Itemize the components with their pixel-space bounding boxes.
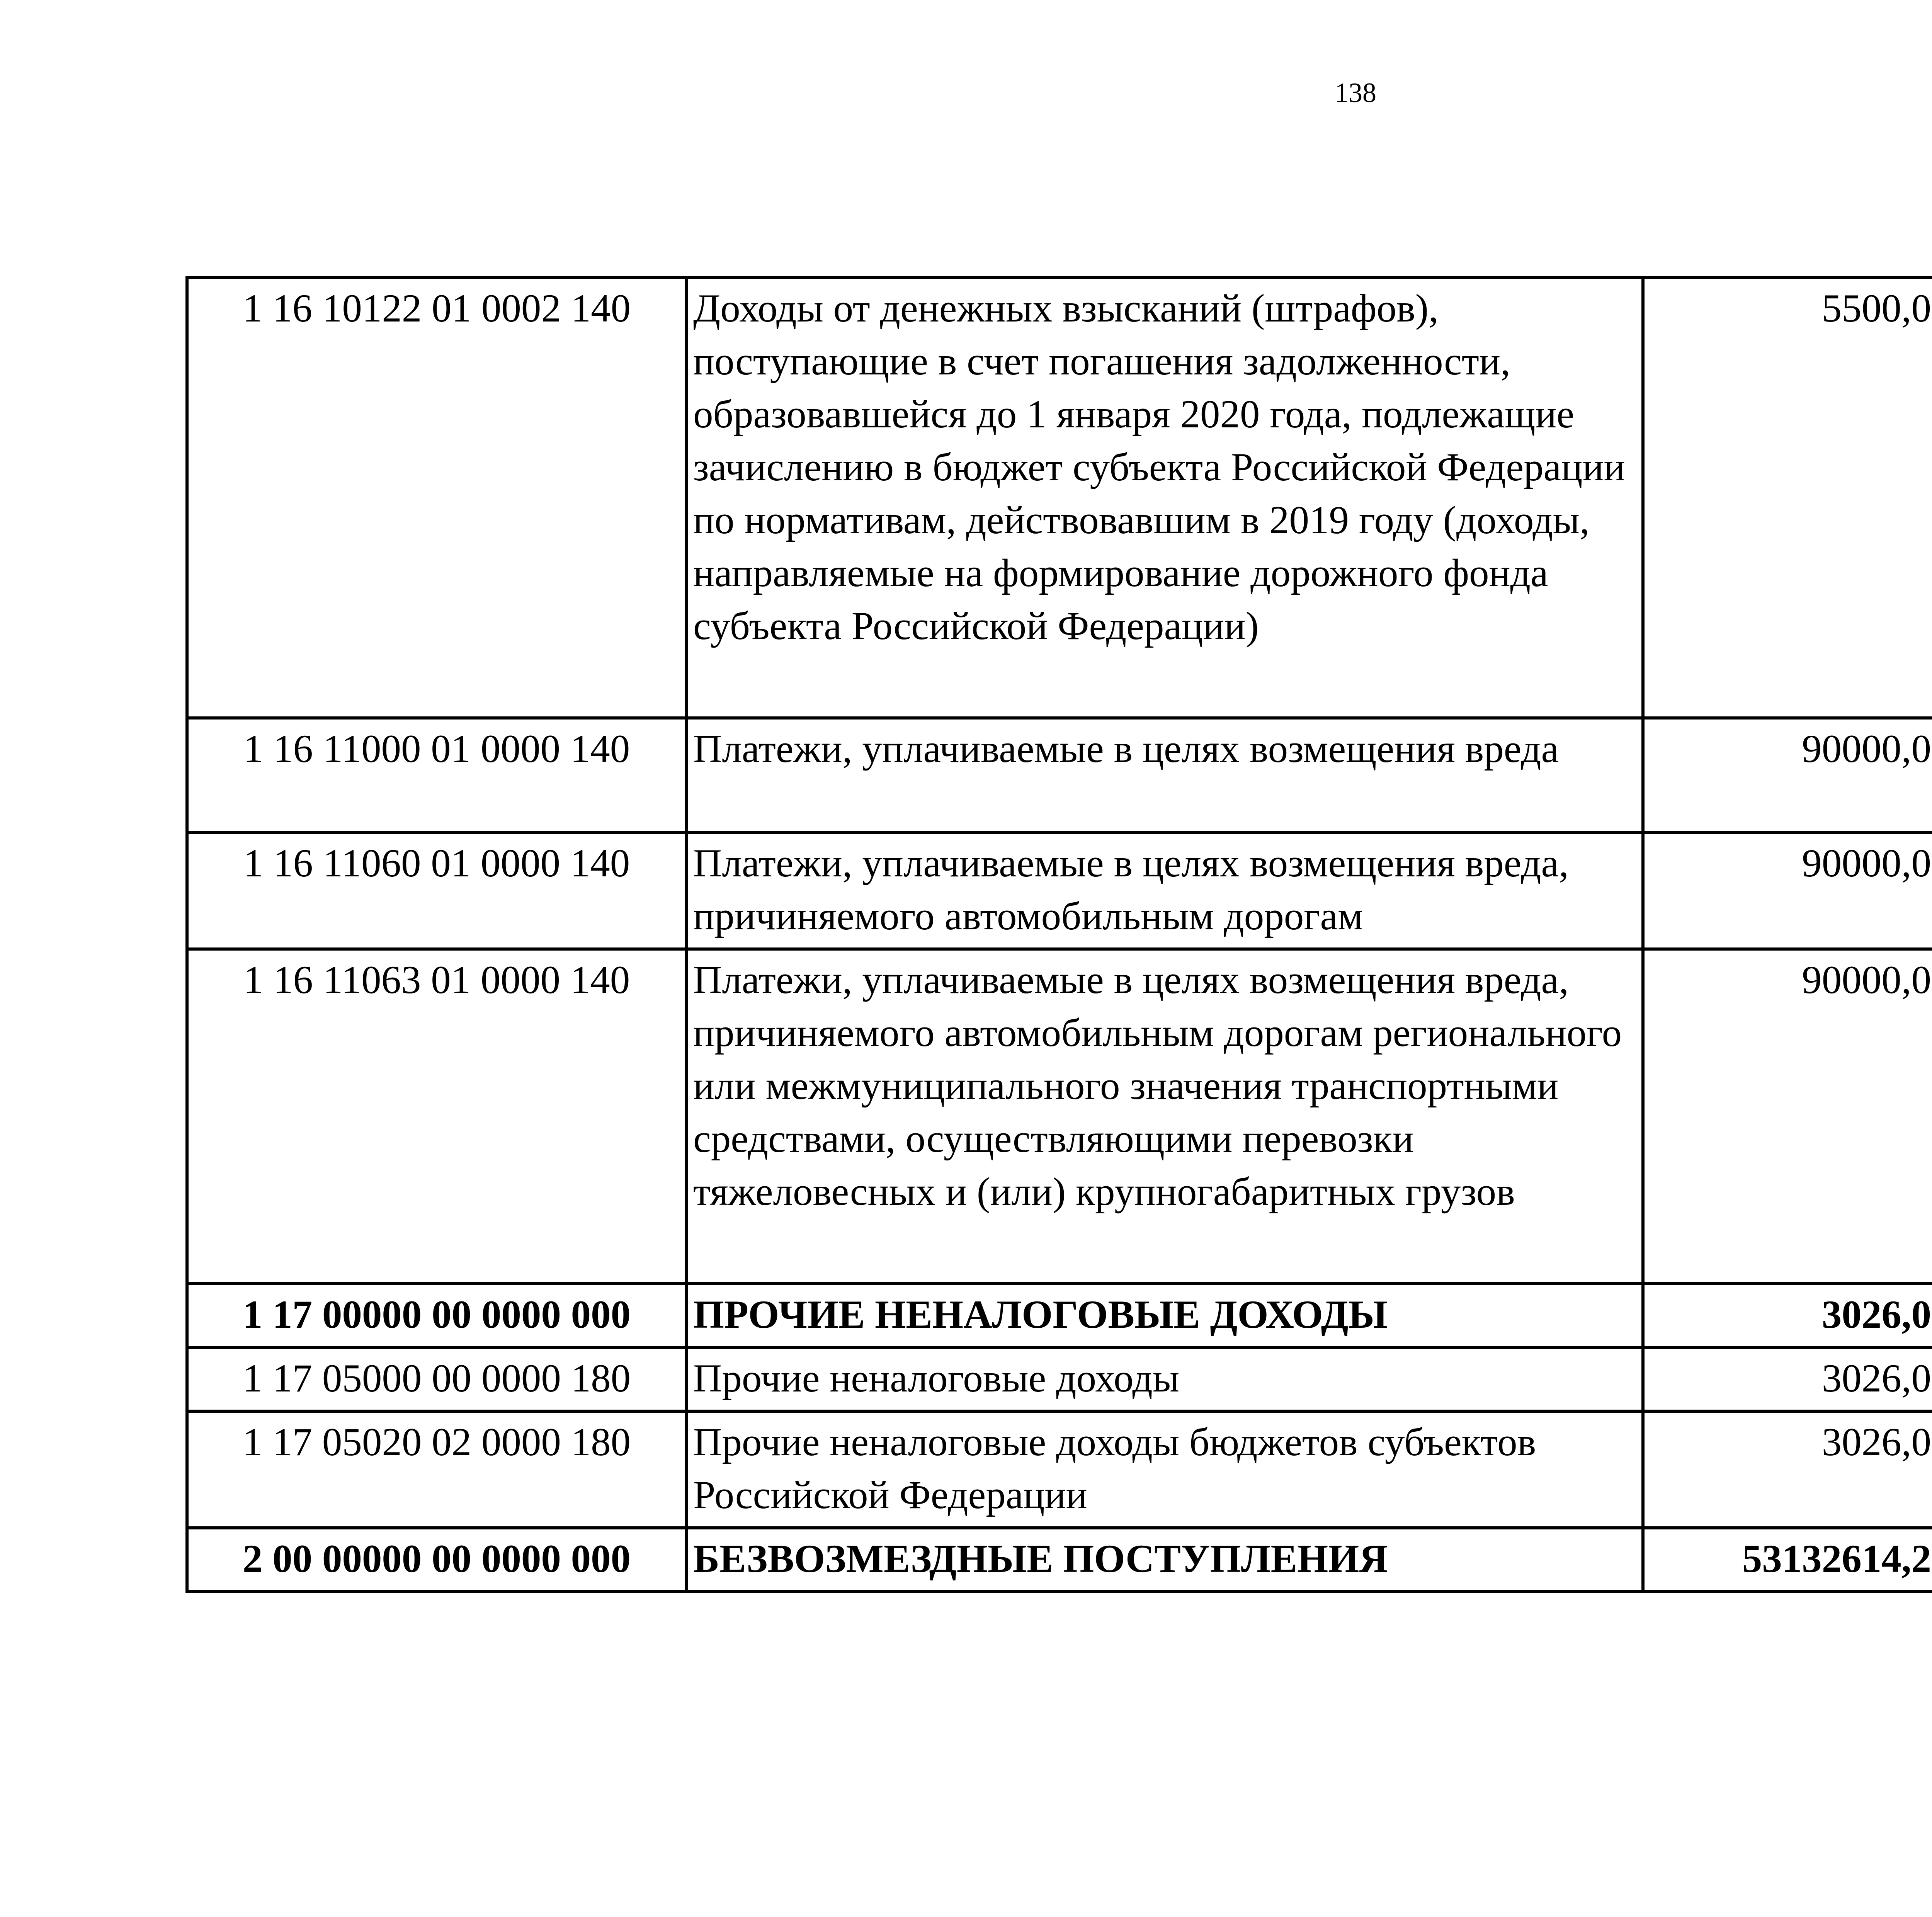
amount-cell-1: 53132614,2 [1643, 1528, 1932, 1592]
amount-cell-1: 3026,0 [1643, 1347, 1932, 1411]
revenue-name-cell: Доходы от денежных взысканий (штрафов), поступающие в счет погашения задолженности, образовавшейся до 1 января 2020 года, подлежащие зачислению в бюджет субъекта Российской Федерации по нормативам, действовавшим в 2019 году (доходы, направляемые на формирование дорожного фонда субъекта Российской Федерации) [686, 277, 1643, 718]
budget-code-cell: 1 17 00000 00 0000 000 [187, 1284, 686, 1347]
revenue-name-cell: Платежи, уплачиваемые в целях возмещения вреда, причиняемого автомобильным дорогам [686, 832, 1643, 949]
budget-code-cell: 1 16 10122 01 0002 140 [187, 277, 686, 718]
budget-revenue-table [185, 276, 1932, 1593]
revenue-name-cell: Прочие неналоговые доходы [686, 1347, 1643, 1411]
revenue-name-cell: Платежи, уплачиваемые в целях возмещения вреда, причиняемого автомобильным дорогам регионального или межмуниципального значения транспортными средствами, осуществляющими перевозки тяжеловесных и (или) крупногабаритных грузов [686, 949, 1643, 1284]
table-row-section-total [187, 1284, 1932, 1347]
budget-code-cell: 1 17 05020 02 0000 180 [187, 1411, 686, 1528]
table-row [187, 949, 1932, 1284]
table-row [187, 832, 1932, 949]
amount-cell-1: 90000,0 [1643, 832, 1932, 949]
table-row [187, 1411, 1932, 1528]
table-row [187, 1347, 1932, 1411]
amount-cell-1: 3026,0 [1643, 1411, 1932, 1528]
amount-cell-1: 90000,0 [1643, 949, 1932, 1284]
revenue-name-cell: Платежи, уплачиваемые в целях возмещения вреда [686, 718, 1643, 832]
budget-code-cell: 2 00 00000 00 0000 000 [187, 1528, 686, 1592]
table-row-section-total [187, 1528, 1932, 1592]
budget-code-cell: 1 17 05000 00 0000 180 [187, 1347, 686, 1411]
budget-code-cell: 1 16 11000 01 0000 140 [187, 718, 686, 832]
page-number: 138 [1335, 77, 1376, 108]
budget-code-cell: 1 16 11060 01 0000 140 [187, 832, 686, 949]
budget-code-cell: 1 16 11063 01 0000 140 [187, 949, 686, 1284]
table-row [187, 277, 1932, 718]
revenue-name-cell: ПРОЧИЕ НЕНАЛОГОВЫЕ ДОХОДЫ [686, 1284, 1643, 1347]
revenue-name-cell: Прочие неналоговые доходы бюджетов субъектов Российской Федерации [686, 1411, 1643, 1528]
amount-cell-1: 90000,0 [1643, 718, 1932, 832]
revenue-name-cell: БЕЗВОЗМЕЗДНЫЕ ПОСТУПЛЕНИЯ [686, 1528, 1643, 1592]
table-row [187, 718, 1932, 832]
amount-cell-1: 5500,0 [1643, 277, 1932, 718]
amount-cell-1: 3026,0 [1643, 1284, 1932, 1347]
